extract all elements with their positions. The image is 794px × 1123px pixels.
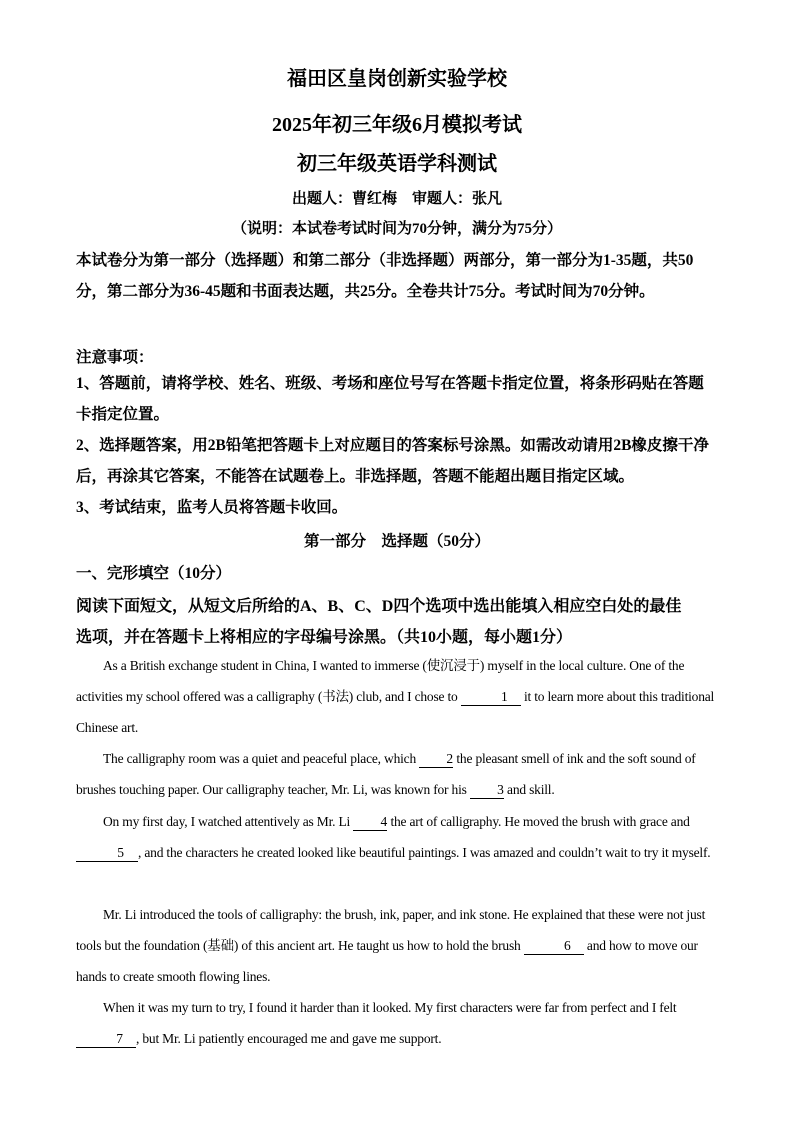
blank-7: 7 (76, 1031, 136, 1048)
blank-2: 2 (419, 751, 453, 768)
notice-heading: 注意事项： (76, 349, 154, 366)
blank-6: 6 (524, 938, 584, 955)
passage-paragraph-4: Mr. Li introduced the tools of calligraphy: the brush, ink, paper, and ink stone. He explained that these were not just tools but the foundation (基础) of this ancient art. He taught us how to hold the brush 6 and how to move our hands to create smooth flowing lines. (76, 907, 706, 984)
subject-title: 初三年级英语学科测试 (297, 153, 497, 175)
notice-item-2: 2、选择题答案，用2B铅笔把答题卡上对应题目的答案标号涂黑。如需改动请用2B橡皮擦干净后，再涂其它答案，不能答在试题卷上。非选择题，答题不能超出题目指定区域。 (76, 437, 709, 485)
blank-5: 5 (76, 845, 138, 862)
intro-paragraph: 本试卷分为第一部分（选择题）和第二部分（非选择题）两部分，第一部分为1-35题，共50分，第二部分为36-45题和书面表达题，共25分。全卷共计75分。考试时间为70分钟。 (76, 252, 694, 300)
passage-paragraph-5: When it was my turn to try, I found it harder than it looked. My first characters were far from perfect and I felt 7 , but Mr. Li patiently encouraged me and gave me support. (76, 992, 718, 1054)
blank-3: 3 (470, 782, 504, 799)
section-instruction: 阅读下面短文，从短文后所给的A、B、C、D四个选项中选出能填入相应空白处的最佳选项，并在答题卡上将相应的字母编号涂黑。（共10小题，每小题1分） (76, 598, 682, 646)
exam-title: 2025年初三年级6月模拟考试 (272, 114, 522, 136)
passage-paragraph-3: On my first day, I watched attentively as Mr. Li 4 the art of calligraphy. He moved the brush with grace and 5 , and the characters he created looked like beautiful paintings. I was amazed and couldn’t wait to try it myself. (76, 806, 718, 868)
passage-paragraph-1: As a British exchange student in China, I wanted to immerse (使沉浸于) myself in the local culture. One of the activities my school offered was a calligraphy (书法) club, and I chose to 1 it to learn more about this traditional Chinese art. (76, 658, 715, 735)
part-title: 第一部分 选择题（50分） (303, 533, 490, 550)
notice-item-1: 1、答题前，请将学校、姓名、班级、考场和座位号写在答题卡指定位置，将条形码贴在答题卡指定位置。 (76, 375, 704, 423)
passage-paragraph-2: The calligraphy room was a quiet and peaceful place, which 2 the pleasant smell of ink and the soft sound of brushes touching paper. Our calligraphy teacher, Mr. Li, was known for his 3 and skill. (76, 751, 696, 797)
exam-note: （说明：本试卷考试时间为70分钟，满分为75分） (231, 221, 562, 237)
authors-line: 出题人：曹红梅 审题人：张凡 (291, 191, 502, 207)
notice-item-3: 3、考试结束，监考人员将答题卡收回。 (76, 499, 348, 516)
blank-4: 4 (353, 814, 387, 831)
section-title: 一、完形填空（10分） (76, 565, 232, 582)
blank-1: 1 (461, 689, 521, 706)
school-title: 福田区皇岗创新实验学校 (287, 68, 507, 90)
